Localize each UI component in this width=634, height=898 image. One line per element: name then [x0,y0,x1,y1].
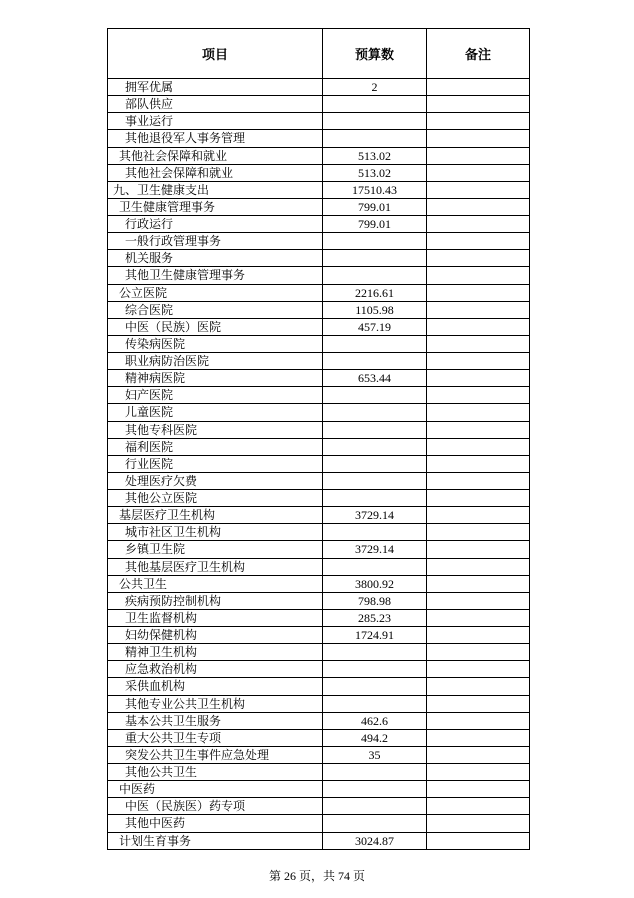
table-row [108,353,530,370]
table-row [108,712,530,729]
budget-cell [323,335,427,352]
note-cell [427,541,530,558]
table-row [108,729,530,746]
note-cell [427,164,530,181]
header-item: 项目 [108,29,323,79]
item-cell: 其他公立医院 [108,490,323,507]
note-cell [427,130,530,147]
note-cell [427,198,530,215]
budget-cell [323,524,427,541]
item-cell: 福利医院 [108,438,323,455]
budget-cell [323,353,427,370]
item-cell: 其他社会保障和就业 [108,147,323,164]
budget-cell: 1105.98 [323,301,427,318]
item-cell: 一般行政管理事务 [108,233,323,250]
item-cell: 突发公共卫生事件应急处理 [108,746,323,763]
budget-cell: 799.01 [323,198,427,215]
item-cell: 儿童医院 [108,404,323,421]
note-cell [427,370,530,387]
budget-cell: 2 [323,79,427,96]
budget-cell [323,558,427,575]
note-cell [427,284,530,301]
note-cell [427,524,530,541]
budget-cell [323,695,427,712]
item-cell: 其他基层医疗卫生机构 [108,558,323,575]
note-cell [427,113,530,130]
note-cell [427,746,530,763]
item-cell: 公立医院 [108,284,323,301]
item-cell: 部队供应 [108,96,323,113]
note-cell [427,764,530,781]
note-cell [427,472,530,489]
item-cell: 城市社区卫生机构 [108,524,323,541]
table-row [108,490,530,507]
table-row [108,198,530,215]
item-cell: 拥军优属 [108,79,323,96]
item-cell: 其他中医药 [108,815,323,832]
budget-cell: 798.98 [323,592,427,609]
header-note: 备注 [427,29,530,79]
note-cell [427,267,530,284]
item-cell: 中医（民族）医院 [108,318,323,335]
table-row [108,130,530,147]
table-row [108,592,530,609]
budget-cell [323,233,427,250]
budget-cell [323,644,427,661]
table-row [108,318,530,335]
note-cell [427,318,530,335]
budget-cell: 3729.14 [323,507,427,524]
item-cell: 职业病防治医院 [108,353,323,370]
budget-cell: 2216.61 [323,284,427,301]
table-row [108,815,530,832]
item-cell: 传染病医院 [108,335,323,352]
item-cell: 精神卫生机构 [108,644,323,661]
budget-cell: 494.2 [323,729,427,746]
note-cell [427,250,530,267]
note-cell [427,216,530,233]
note-cell [427,661,530,678]
budget-cell [323,130,427,147]
note-cell [427,781,530,798]
item-cell: 基本公共卫生服务 [108,712,323,729]
item-cell: 计划生育事务 [108,832,323,849]
header-row [108,29,530,79]
budget-cell [323,421,427,438]
item-cell: 妇幼保健机构 [108,627,323,644]
table-row [108,147,530,164]
item-cell: 乡镇卫生院 [108,541,323,558]
note-cell [427,335,530,352]
table-row [108,421,530,438]
note-cell [427,832,530,849]
budget-table [107,28,530,850]
table-row [108,267,530,284]
note-cell [427,729,530,746]
budget-cell [323,250,427,267]
item-cell: 其他专科医院 [108,421,323,438]
note-cell [427,798,530,815]
budget-cell: 457.19 [323,318,427,335]
note-cell [427,695,530,712]
note-cell [427,353,530,370]
table-row [108,472,530,489]
budget-cell [323,387,427,404]
note-cell [427,301,530,318]
table-row [108,798,530,815]
note-cell [427,147,530,164]
item-cell: 九、卫生健康支出 [108,181,323,198]
budget-cell: 3800.92 [323,575,427,592]
budget-cell [323,815,427,832]
item-cell: 妇产医院 [108,387,323,404]
item-cell: 基层医疗卫生机构 [108,507,323,524]
budget-cell [323,764,427,781]
item-cell: 综合医院 [108,301,323,318]
budget-cell [323,113,427,130]
table-row [108,609,530,626]
table-row [108,335,530,352]
table-row [108,233,530,250]
item-cell: 机关服务 [108,250,323,267]
table-row [108,678,530,695]
note-cell [427,404,530,421]
table-row [108,541,530,558]
budget-cell: 462.6 [323,712,427,729]
note-cell [427,79,530,96]
table-row [108,181,530,198]
table-row [108,387,530,404]
table-row [108,661,530,678]
table-row [108,575,530,592]
table-row [108,284,530,301]
item-cell: 精神病医院 [108,370,323,387]
table-row [108,96,530,113]
item-cell: 疾病预防控制机构 [108,592,323,609]
item-cell: 其他公共卫生 [108,764,323,781]
table-row [108,113,530,130]
page-number: 第 26 页，共 74 页 [268,869,365,883]
budget-cell: 513.02 [323,164,427,181]
budget-cell [323,267,427,284]
budget-cell [323,96,427,113]
budget-cell [323,472,427,489]
item-cell: 重大公共卫生专项 [108,729,323,746]
header-budget: 预算数 [323,29,427,79]
budget-cell [323,438,427,455]
item-cell: 事业运行 [108,113,323,130]
table-row [108,455,530,472]
table-row [108,301,530,318]
item-cell: 公共卫生 [108,575,323,592]
table-header [108,29,530,79]
note-cell [427,575,530,592]
note-cell [427,712,530,729]
item-cell: 其他专业公共卫生机构 [108,695,323,712]
item-cell: 中医（民族医）药专项 [108,798,323,815]
table-row [108,438,530,455]
budget-cell [323,490,427,507]
note-cell [427,644,530,661]
note-cell [427,181,530,198]
table-row [108,832,530,849]
item-cell: 其他退役军人事务管理 [108,130,323,147]
table-row [108,558,530,575]
budget-cell [323,781,427,798]
note-cell [427,627,530,644]
table-row [108,644,530,661]
item-cell: 处理医疗欠费 [108,472,323,489]
note-cell [427,678,530,695]
note-cell [427,609,530,626]
table-row [108,79,530,96]
note-cell [427,592,530,609]
note-cell [427,233,530,250]
budget-cell [323,404,427,421]
item-cell: 卫生监督机构 [108,609,323,626]
note-cell [427,490,530,507]
budget-cell [323,661,427,678]
item-cell: 行政运行 [108,216,323,233]
table-row [108,216,530,233]
note-cell [427,815,530,832]
note-cell [427,421,530,438]
note-cell [427,507,530,524]
table-row [108,781,530,798]
budget-cell: 17510.43 [323,181,427,198]
budget-cell [323,798,427,815]
budget-cell [323,678,427,695]
table-row [108,370,530,387]
item-cell: 其他社会保障和就业 [108,164,323,181]
table-row [108,627,530,644]
table-row [108,250,530,267]
item-cell: 采供血机构 [108,678,323,695]
item-cell: 中医药 [108,781,323,798]
table-row [108,507,530,524]
item-cell: 行业医院 [108,455,323,472]
note-cell [427,558,530,575]
item-cell: 应急救治机构 [108,661,323,678]
item-cell: 卫生健康管理事务 [108,198,323,215]
note-cell [427,455,530,472]
note-cell [427,438,530,455]
budget-cell: 513.02 [323,147,427,164]
note-cell [427,96,530,113]
budget-cell [323,455,427,472]
table-row [108,695,530,712]
table-row [108,404,530,421]
table-row [108,524,530,541]
budget-cell: 799.01 [323,216,427,233]
budget-cell: 285.23 [323,609,427,626]
item-cell: 其他卫生健康管理事务 [108,267,323,284]
budget-cell: 653.44 [323,370,427,387]
table-row [108,746,530,763]
budget-cell: 35 [323,746,427,763]
budget-cell: 1724.91 [323,627,427,644]
budget-cell: 3729.14 [323,541,427,558]
note-cell [427,387,530,404]
table-row [108,164,530,181]
table-body [108,79,530,850]
table-row [108,764,530,781]
budget-cell: 3024.87 [323,832,427,849]
